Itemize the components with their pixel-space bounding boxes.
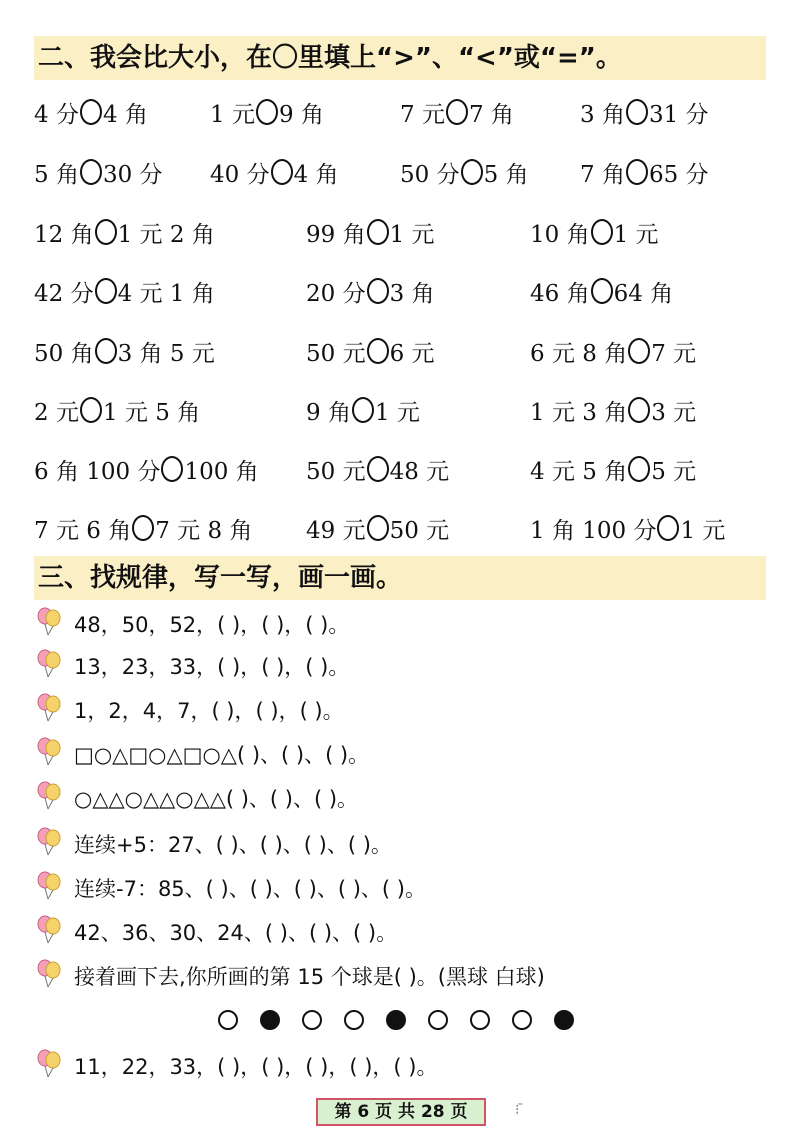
comparison-item xyxy=(306,331,435,371)
left-amount: 7 元 xyxy=(400,101,445,128)
right-amount: 4 角 xyxy=(102,101,148,128)
comparison-item xyxy=(530,271,673,311)
pattern-row xyxy=(36,914,397,950)
pattern-text: □○△□○△□○△( )、( )、( )。 xyxy=(74,743,370,767)
pattern-row xyxy=(36,1048,437,1084)
black-ball xyxy=(260,1010,280,1030)
left-amount: 4 分 xyxy=(34,101,79,128)
left-amount: 3 角 xyxy=(580,101,625,128)
answer-circle[interactable] xyxy=(446,99,468,125)
answer-circle[interactable] xyxy=(95,338,117,364)
comparison-item xyxy=(34,92,148,132)
comparison-item xyxy=(530,449,696,489)
comparison-item xyxy=(34,508,252,548)
right-amount: 3 元 xyxy=(651,399,697,426)
answer-circle[interactable] xyxy=(628,397,650,423)
pattern-row xyxy=(36,870,426,906)
comparison-item xyxy=(306,390,420,430)
section-3-heading: 三、找规律，写一写，画一画。 xyxy=(34,556,766,600)
balloon-icon xyxy=(36,827,74,862)
comparison-item xyxy=(530,508,725,548)
left-amount: 7 元 6 角 xyxy=(34,517,132,544)
right-amount: 64 角 xyxy=(613,280,674,307)
comparison-item xyxy=(530,390,696,430)
right-amount: 1 元 xyxy=(389,221,435,248)
answer-circle[interactable] xyxy=(132,515,154,541)
right-amount: 1 元 xyxy=(680,517,726,544)
left-amount: 42 分 xyxy=(34,280,94,307)
left-amount: 2 元 xyxy=(34,399,79,426)
answer-circle[interactable] xyxy=(367,278,389,304)
right-amount: 3 角 5 元 xyxy=(117,340,215,367)
answer-circle[interactable] xyxy=(626,159,648,185)
balloon-icon xyxy=(36,649,74,684)
answer-circle[interactable] xyxy=(271,159,293,185)
left-amount: 6 角 100 分 xyxy=(34,458,161,485)
left-amount: 50 角 xyxy=(34,340,94,367)
pattern-row xyxy=(36,780,358,816)
left-amount: 1 元 xyxy=(210,101,255,128)
pattern-text: ○△△○△△○△△( )、( )、( )。 xyxy=(74,787,359,811)
pattern-row xyxy=(36,606,349,642)
answer-circle[interactable] xyxy=(591,219,613,245)
left-amount: 7 角 xyxy=(580,161,625,188)
right-amount: 9 角 xyxy=(278,101,324,128)
balloon-icon xyxy=(36,871,74,906)
pattern-row xyxy=(36,692,344,728)
comparison-item xyxy=(400,152,529,192)
answer-circle[interactable] xyxy=(591,278,613,304)
comparison-item xyxy=(580,92,709,132)
answer-circle[interactable] xyxy=(628,456,650,482)
balloon-icon xyxy=(36,607,74,642)
right-amount: 31 分 xyxy=(648,101,709,128)
answer-circle[interactable] xyxy=(461,159,483,185)
comparison-item xyxy=(580,152,709,192)
pattern-row xyxy=(36,736,369,772)
ball-sequence xyxy=(218,1010,574,1030)
answer-circle[interactable] xyxy=(161,456,183,482)
balloon-icon xyxy=(36,959,74,994)
right-amount: 6 元 xyxy=(389,340,435,367)
answer-circle[interactable] xyxy=(367,456,389,482)
right-amount: 1 元 xyxy=(613,221,659,248)
right-amount: 4 元 1 角 xyxy=(117,280,215,307)
left-amount: 50 元 xyxy=(306,458,366,485)
page-number-badge: 第 6 页 共 28 页 xyxy=(316,1098,486,1126)
right-amount: 50 元 xyxy=(389,517,450,544)
left-amount: 10 角 xyxy=(530,221,590,248)
pattern-text: 13，23，33，( )，( )，( )。 xyxy=(74,655,350,679)
answer-circle[interactable] xyxy=(367,219,389,245)
left-amount: 5 角 xyxy=(34,161,79,188)
comparison-item xyxy=(530,212,659,252)
pattern-row xyxy=(36,826,392,862)
comparison-item xyxy=(306,271,435,311)
pattern-text: 1，2，4，7，( )，( )，( )。 xyxy=(74,699,344,723)
white-ball xyxy=(218,1010,238,1030)
right-amount: 30 分 xyxy=(102,161,163,188)
comparison-item xyxy=(34,331,215,371)
comparison-item xyxy=(210,92,324,132)
right-amount: 1 元 5 角 xyxy=(102,399,201,426)
pattern-row xyxy=(36,958,545,994)
right-amount: 48 元 xyxy=(389,458,450,485)
right-amount: 7 元 8 角 xyxy=(155,517,253,544)
answer-circle[interactable] xyxy=(80,99,102,125)
left-amount: 1 元 3 角 xyxy=(530,399,628,426)
right-amount: 5 元 xyxy=(651,458,697,485)
pattern-row xyxy=(36,648,349,684)
balloon-icon xyxy=(36,1049,74,1084)
white-ball xyxy=(344,1010,364,1030)
left-amount: 49 元 xyxy=(306,517,366,544)
comparison-item xyxy=(34,271,215,311)
answer-circle[interactable] xyxy=(628,338,650,364)
pattern-text: 11，22，33，( )，( )，( )，( )，( )。 xyxy=(74,1055,438,1079)
black-ball xyxy=(386,1010,406,1030)
balloon-icon xyxy=(36,915,74,950)
comparison-item xyxy=(306,212,435,252)
right-amount: 1 元 xyxy=(374,399,420,426)
pattern-text: 48，50，52，( )，( )，( )。 xyxy=(74,613,350,637)
right-amount: 5 角 xyxy=(483,161,529,188)
comparison-item xyxy=(306,508,449,548)
comparison-item xyxy=(530,331,696,371)
comparison-item xyxy=(34,449,259,489)
right-amount: 7 元 xyxy=(651,340,697,367)
answer-circle[interactable] xyxy=(352,397,374,423)
right-amount: 3 角 xyxy=(389,280,435,307)
pattern-text: 连续+5：27、( )、( )、( )、( )。 xyxy=(74,833,392,857)
left-amount: 46 角 xyxy=(530,280,590,307)
section-2-heading: 二、我会比大小，在〇里填上“>”、“<”或“=”。 xyxy=(34,36,766,80)
left-amount: 4 元 5 角 xyxy=(530,458,628,485)
watermark-mark: ⁝ ̄ xyxy=(515,1102,524,1118)
answer-circle[interactable] xyxy=(657,515,679,541)
left-amount: 50 元 xyxy=(306,340,366,367)
balloon-icon xyxy=(36,781,74,816)
answer-circle[interactable] xyxy=(626,99,648,125)
left-amount: 99 角 xyxy=(306,221,366,248)
right-amount: 1 元 2 角 xyxy=(117,221,215,248)
left-amount: 20 分 xyxy=(306,280,366,307)
white-ball xyxy=(470,1010,490,1030)
left-amount: 9 角 xyxy=(306,399,351,426)
pattern-text: 连续-7：85、( )、( )、( )、( )、( )。 xyxy=(74,877,426,901)
answer-circle[interactable] xyxy=(367,338,389,364)
answer-circle[interactable] xyxy=(80,159,102,185)
left-amount: 1 角 100 分 xyxy=(530,517,657,544)
right-amount: 100 角 xyxy=(184,458,259,485)
left-amount: 6 元 8 角 xyxy=(530,340,628,367)
left-amount: 40 分 xyxy=(210,161,270,188)
right-amount: 7 角 xyxy=(468,101,514,128)
answer-circle[interactable] xyxy=(367,515,389,541)
white-ball xyxy=(512,1010,532,1030)
left-amount: 50 分 xyxy=(400,161,460,188)
comparison-item xyxy=(306,449,449,489)
comparison-item xyxy=(400,92,514,132)
white-ball xyxy=(428,1010,448,1030)
comparison-item xyxy=(34,152,163,192)
answer-circle[interactable] xyxy=(95,278,117,304)
pattern-text: 42、36、30、24、( )、( )、( )。 xyxy=(74,921,398,945)
answer-circle[interactable] xyxy=(95,219,117,245)
left-amount: 12 角 xyxy=(34,221,94,248)
answer-circle[interactable] xyxy=(256,99,278,125)
right-amount: 4 角 xyxy=(293,161,339,188)
comparison-item xyxy=(34,212,215,252)
comparison-item xyxy=(34,390,200,430)
white-ball xyxy=(302,1010,322,1030)
balloon-icon xyxy=(36,693,74,728)
black-ball xyxy=(554,1010,574,1030)
right-amount: 65 分 xyxy=(648,161,709,188)
balloon-icon xyxy=(36,737,74,772)
answer-circle[interactable] xyxy=(80,397,102,423)
pattern-text: 接着画下去,你所画的第 15 个球是( )。(黑球 白球) xyxy=(74,965,545,989)
comparison-item xyxy=(210,152,339,192)
